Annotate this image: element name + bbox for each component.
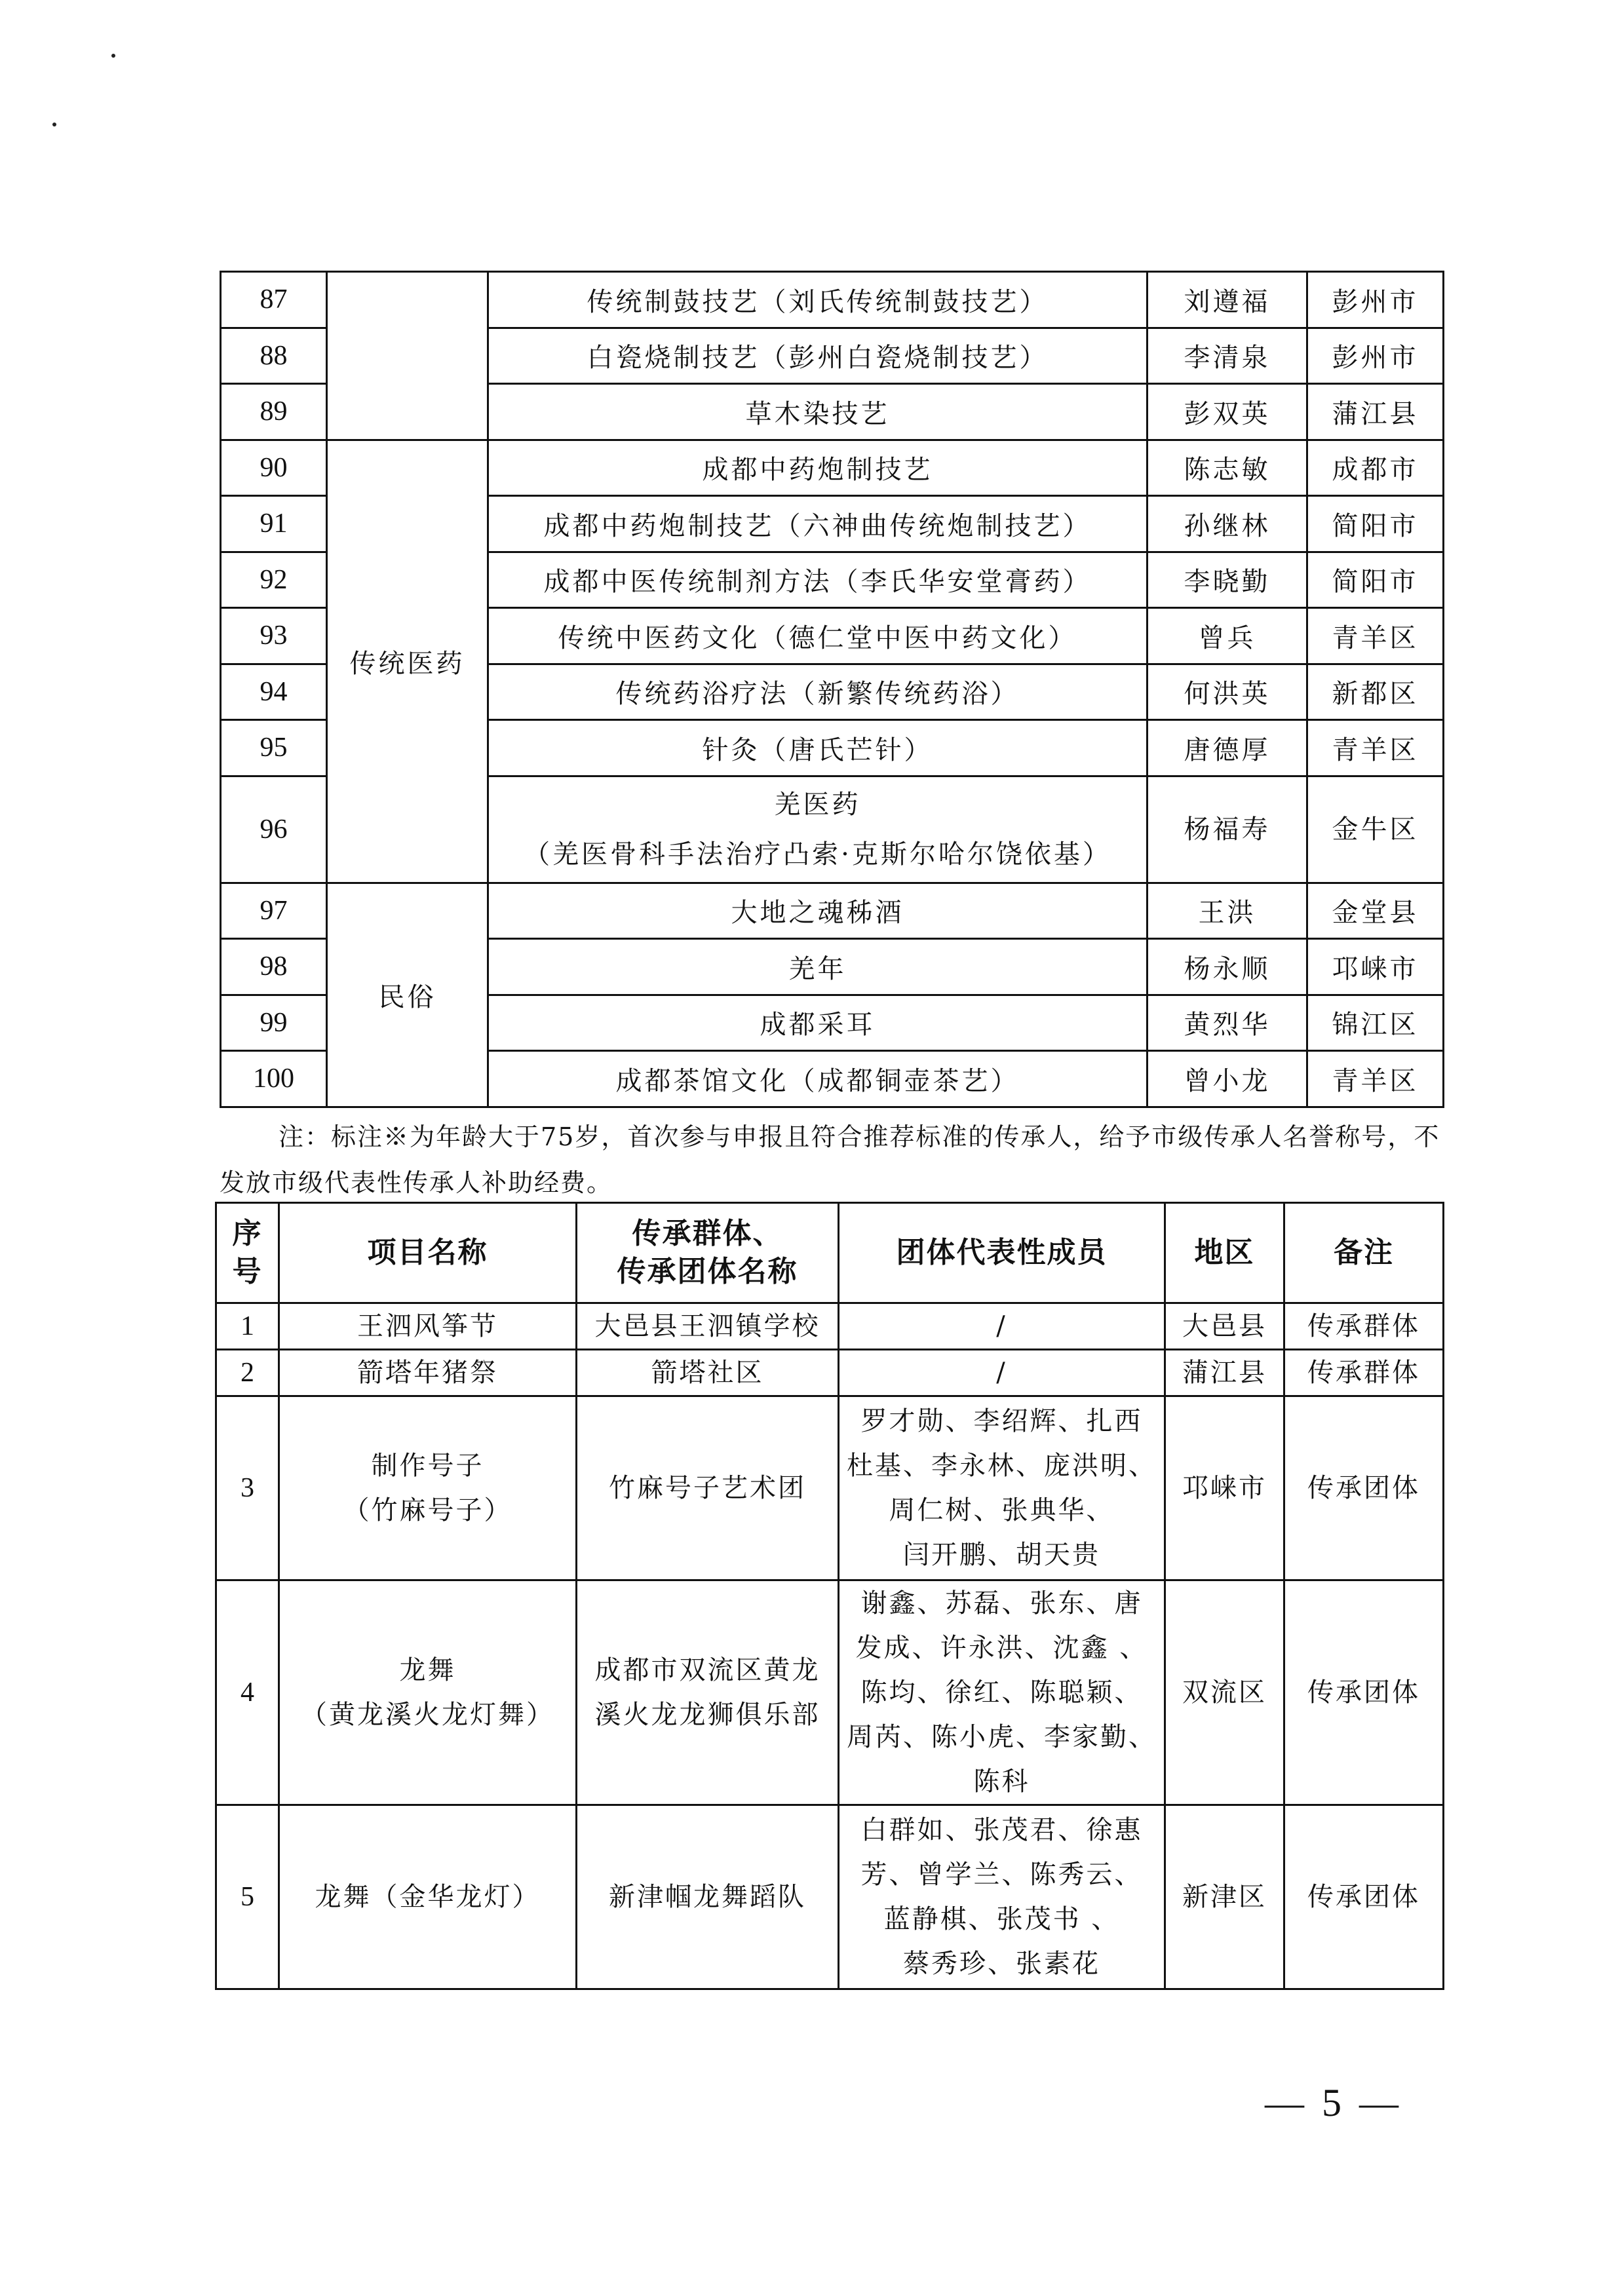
remark: 传承团体 (1284, 1805, 1444, 1989)
row-number: 92 (221, 552, 327, 608)
item-name: 成都中药炮制技艺（六神曲传统炮制技艺） (488, 496, 1148, 552)
item-name: 龙舞（金华龙灯） (279, 1805, 577, 1989)
header-line: 序 (232, 1217, 263, 1250)
region: 简阳市 (1307, 496, 1444, 552)
members-cell (839, 1805, 1165, 1989)
inheritors-table (220, 271, 1444, 1108)
item-name: 针灸（唐氏芒针） (488, 720, 1148, 776)
group-name: 竹麻号子艺术团 (577, 1396, 839, 1580)
members-cell (839, 1303, 1165, 1350)
row-number: 93 (221, 608, 327, 664)
region: 青羊区 (1307, 608, 1444, 664)
remark: 传承团体 (1284, 1580, 1444, 1805)
row-number: 90 (221, 440, 327, 496)
inheritor-name: 王洪 (1148, 883, 1307, 939)
item-name: 大地之魂秭酒 (488, 883, 1148, 939)
table-row (216, 1350, 1444, 1396)
group-name: 大邑县王泗镇学校 (577, 1303, 839, 1350)
header-members: 团体代表性成员 (839, 1203, 1165, 1303)
region: 青羊区 (1307, 1051, 1444, 1107)
region: 彭州市 (1307, 328, 1444, 384)
members-cell (839, 1580, 1165, 1805)
item-name: 传统中医药文化（德仁堂中医中药文化） (488, 608, 1148, 664)
region: 简阳市 (1307, 552, 1444, 608)
inheritor-name: 何洪英 (1148, 664, 1307, 720)
members-line: / (996, 1358, 1007, 1388)
row-number: 97 (221, 883, 327, 939)
table-note: 注：标注※为年龄大于75岁，首次参与申报且符合推荐标准的传承人，给予市级传承人名誉称号，不发放市级代表性传承人补助经费。 (220, 1122, 1440, 1197)
inheritor-name: 曾兵 (1148, 608, 1307, 664)
row-number: 89 (221, 384, 327, 440)
item-name-line: （羌医骨科手法治疗凸索·克斯尔哈尔饶依基） (524, 839, 1111, 870)
row-number: 88 (221, 328, 327, 384)
header-remark: 备注 (1284, 1203, 1444, 1303)
region: 金堂县 (1307, 883, 1444, 939)
category-cell: 民俗 (327, 883, 488, 1107)
category-cell (327, 272, 488, 440)
table-row (216, 1805, 1444, 1989)
row-number: 94 (221, 664, 327, 720)
table-row (221, 272, 1444, 328)
members-line: 闫开鹏、胡天贵 (903, 1540, 1100, 1570)
region: 邛崃市 (1307, 939, 1444, 995)
groups-table (215, 1202, 1444, 1990)
item-name-line: 龙舞 (399, 1655, 456, 1685)
page-number: — 5 — (1265, 2081, 1402, 2124)
table-header-row (216, 1203, 1444, 1303)
header-group (577, 1203, 839, 1303)
members-line: 蓝静棋、张茂书 、 (883, 1904, 1120, 1934)
item-name-line: （黄龙溪火龙灯舞） (301, 1700, 554, 1730)
row-number: 1 (216, 1303, 279, 1350)
row-number: 96 (221, 776, 327, 883)
region: 新都区 (1307, 664, 1444, 720)
region: 成都市 (1307, 440, 1444, 496)
category-cell: 传统医药 (327, 440, 488, 883)
members-cell (839, 1350, 1165, 1396)
members-line: 陈科 (973, 1767, 1030, 1797)
inheritor-name: 黄烈华 (1148, 995, 1307, 1051)
region: 邛崃市 (1165, 1396, 1284, 1580)
header-line: 传承团体名称 (617, 1255, 798, 1288)
members-line: 蔡秀珍、张素花 (903, 1949, 1100, 1979)
region: 大邑县 (1165, 1303, 1284, 1350)
item-name (488, 776, 1148, 883)
table-row (216, 1303, 1444, 1350)
inheritor-name: 李晓勤 (1148, 552, 1307, 608)
members-line: 罗才勋、李绍辉、扎西 (860, 1406, 1143, 1436)
members-line: 发成、许永洪、沈鑫 、 (855, 1633, 1148, 1663)
inheritor-name: 刘遵福 (1148, 272, 1307, 328)
row-number: 5 (216, 1805, 279, 1989)
table-row (221, 440, 1444, 496)
scan-speck (111, 54, 115, 58)
table-row (221, 883, 1444, 939)
row-number: 91 (221, 496, 327, 552)
table-row (216, 1580, 1444, 1805)
item-name-line: （竹麻号子） (343, 1495, 512, 1525)
inheritor-name: 杨永顺 (1148, 939, 1307, 995)
item-name: 传统制鼓技艺（刘氏传统制鼓技艺） (488, 272, 1148, 328)
group-name-line: 成都市双流区黄龙 (594, 1655, 820, 1685)
region: 新津区 (1165, 1805, 1284, 1989)
header-region: 地区 (1165, 1203, 1284, 1303)
item-name: 成都中药炮制技艺 (488, 440, 1148, 496)
region: 金牛区 (1307, 776, 1444, 883)
inheritor-name: 陈志敏 (1148, 440, 1307, 496)
members-line: 周芮、陈小虎、李家勤、 (847, 1722, 1157, 1752)
item-name: 成都中医传统制剂方法（李氏华安堂膏药） (488, 552, 1148, 608)
item-name: 草木染技艺 (488, 384, 1148, 440)
item-name: 白瓷烧制技艺（彭州白瓷烧制技艺） (488, 328, 1148, 384)
region: 锦江区 (1307, 995, 1444, 1051)
row-number: 2 (216, 1350, 279, 1396)
inheritor-name: 曾小龙 (1148, 1051, 1307, 1107)
item-name-line: 羌医药 (774, 789, 861, 820)
header-number (216, 1203, 279, 1303)
row-number: 3 (216, 1396, 279, 1580)
members-cell (839, 1396, 1165, 1580)
item-name: 成都采耳 (488, 995, 1148, 1051)
item-name: 王泗风筝节 (279, 1303, 577, 1350)
inheritor-name: 杨福寿 (1148, 776, 1307, 883)
item-name (279, 1580, 577, 1805)
members-line: 谢鑫、苏磊、张东、唐 (860, 1588, 1143, 1618)
inheritor-name: 李清泉 (1148, 328, 1307, 384)
region: 蒲江县 (1307, 384, 1444, 440)
header-item: 项目名称 (279, 1203, 577, 1303)
group-name (577, 1580, 839, 1805)
header-line: 传承群体、 (632, 1217, 783, 1250)
row-number: 87 (221, 272, 327, 328)
members-line: 陈均、徐红、陈聪颖、 (860, 1677, 1143, 1708)
members-line: 周仁树、张典华、 (889, 1495, 1115, 1525)
item-name: 传统药浴疗法（新繁传统药浴） (488, 664, 1148, 720)
row-number: 95 (221, 720, 327, 776)
remark: 传承群体 (1284, 1350, 1444, 1396)
item-name-line: 制作号子 (371, 1451, 484, 1481)
group-name-line: 溪火龙龙狮俱乐部 (594, 1700, 820, 1730)
item-name: 箭塔年猪祭 (279, 1350, 577, 1396)
group-name: 箭塔社区 (577, 1350, 839, 1396)
region: 彭州市 (1307, 272, 1444, 328)
remark: 传承团体 (1284, 1396, 1444, 1580)
inheritor-name: 孙继林 (1148, 496, 1307, 552)
inheritor-name: 彭双英 (1148, 384, 1307, 440)
scan-speck (52, 123, 56, 126)
inheritor-name: 唐德厚 (1148, 720, 1307, 776)
row-number: 4 (216, 1580, 279, 1805)
table-row (216, 1396, 1444, 1580)
row-number: 100 (221, 1051, 327, 1107)
header-line: 号 (232, 1255, 263, 1288)
region: 青羊区 (1307, 720, 1444, 776)
region: 双流区 (1165, 1580, 1284, 1805)
members-line: 杜基、李永林、庞洪明、 (847, 1451, 1157, 1481)
region: 蒲江县 (1165, 1350, 1284, 1396)
members-line: 白群如、张茂君、徐惠 (860, 1815, 1143, 1845)
members-line: / (996, 1311, 1007, 1341)
remark: 传承群体 (1284, 1303, 1444, 1350)
item-name: 羌年 (488, 939, 1148, 995)
group-name: 新津帼龙舞蹈队 (577, 1805, 839, 1989)
row-number: 99 (221, 995, 327, 1051)
members-line: 芳、曾学兰、陈秀云、 (860, 1860, 1143, 1890)
row-number: 98 (221, 939, 327, 995)
item-name (279, 1396, 577, 1580)
item-name: 成都茶馆文化（成都铜壶茶艺） (488, 1051, 1148, 1107)
